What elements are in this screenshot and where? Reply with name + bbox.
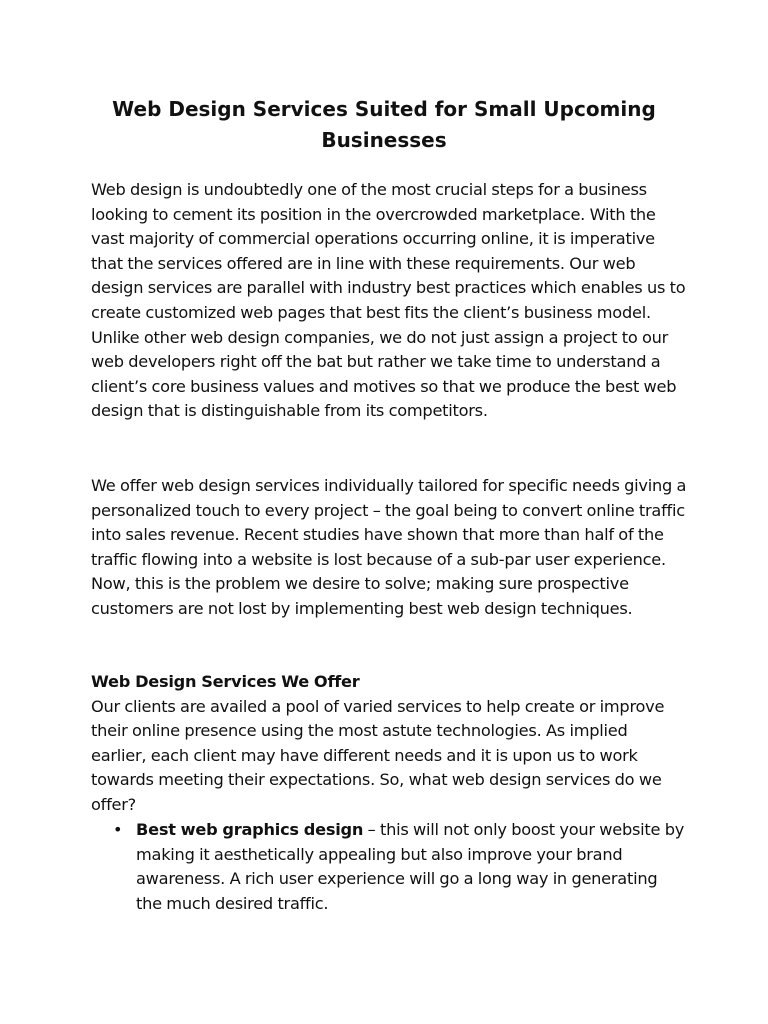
services-list: [91, 818, 687, 916]
bullet-marker: •: [113, 820, 123, 839]
services-section: [91, 670, 687, 818]
offer-paragraph: We offer web design services individually tailored for specific needs giving a personalized touch to every project – the goal being to convert online traffic into sales revenue. Recent studies have shown that more than half of the traffic flowing into a website is lost because of a sub-par user experience. Now, this is the problem we desire to solve; making sure prospective customers are not lost by implementing best web design techniques.: [91, 476, 687, 618]
list-item: [91, 818, 687, 916]
bullet-term: Best web graphics design: [136, 820, 364, 839]
section-body: Our clients are availed a pool of varied services to help create or improve their online presence using the most astute technologies. As implied earlier, each client may have different needs and it is upon us to work towards meeting their expectations. So, what web design services do we offer?: [91, 696, 665, 814]
document-title: Web Design Services Suited for Small Upcoming Businesses: [112, 97, 656, 152]
bullet-text: – this will not only boost your website by making it aesthetically appealing but also improve your brand awareness. A rich user experience will go a long way in generating the much desired traffic.: [136, 820, 685, 913]
intro-paragraph: Web design is undoubtedly one of the most crucial steps for a business looking to cement its position in the overcrowded marketplace. With the vast majority of commercial operations occurring online, it is imperative that the services offered are in line with these requirements. Our web design services are parallel with industry best practices which enables us to create customized web pages that best fits the client’s business model. Unlike other web design companies, we do not just assign a project to our web developers right off the bat but rather we take time to understand a client’s core business values and motives so that we produce the best web design that is distinguishable from its competitors.: [91, 180, 686, 421]
section-heading: Web Design Services We Offer: [91, 672, 360, 691]
